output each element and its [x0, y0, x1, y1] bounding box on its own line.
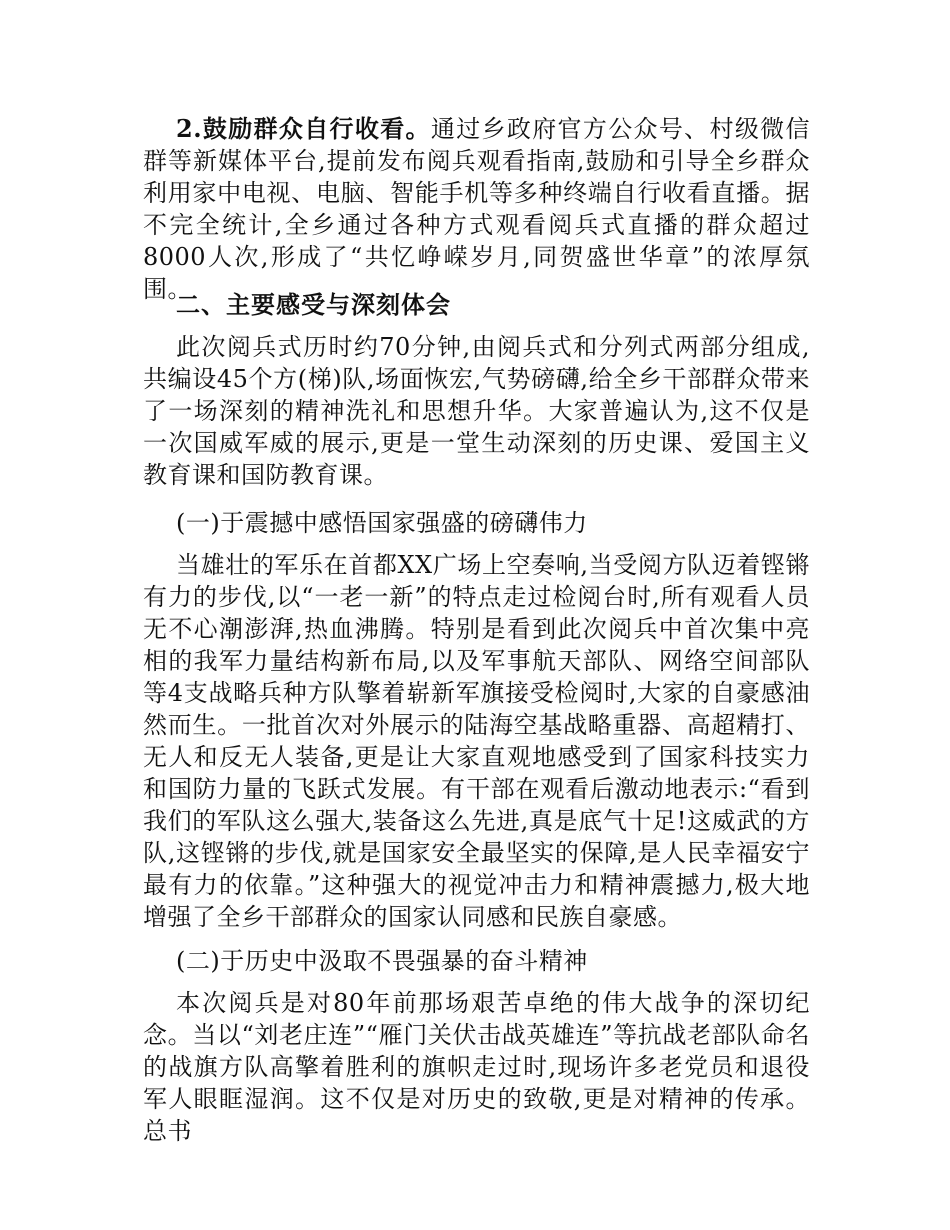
paragraph-parade-overview: 此次阅兵式历时约70分钟,由阅兵式和分列式两部分组成,共编设45个方(梯)队,场面恢宏,气势磅礴,给全乡干部群众带来了一场深刻的精神洗礼和思想升华。大家普遍认为,这不仅是一次国威军威的展示,更是一堂生动深刻的历史课、爱国主义教育课和国防教育课。 [143, 333, 810, 489]
paragraph-text: 通过乡政府官方公众号、村级微信群等新媒体平台,提前发布阅兵观看指南,鼓励和引导全乡群众利用家中电视、电脑、智能手机等多种终端自行收看直播。据不完全统计,全乡通过各种方式观看阅兵式直播的群众超过8000人次,形成了“共忆峥嵘岁月,同贺盛世华章”的浓厚氛围。 [143, 115, 811, 303]
subheading-national-strength: (一)于震撼中感悟国家强盛的磅礴伟力 [176, 509, 588, 537]
paragraph-fighting-spirit: 本次阅兵是对80年前那场艰苦卓绝的伟大战争的深切纪念。当以“刘老庄连”“雁门关伏击战英雄连”等抗战老部队命名的战旗方队高擎着胜利的旗帜走过时,现场许多老党员和退役军人眼眶湿润。这不仅是对历史的致敬,更是对精神的传承。总书 [143, 989, 810, 1145]
paragraph-national-strength: 当雄壮的军乐在首都XX广场上空奏响,当受阅方队迈着铿锵有力的步伐,以“一老一新”的特点走过检阅台时,所有观看人员无不心潮澎湃,热血沸腾。特别是看到此次阅兵中首次集中亮相的我军力量结构新布局,以及军事航天部队、网络空间部队等4支战略兵种方队擎着崭新军旗接受检阅时,大家的自豪感油然而生。一批首次对外展示的陆海空基战略重器、高超精打、无人和反无人装备,更是让大家直观地感受到了国家科技实力和国防力量的飞跃式发展。有干部在观看后激动地表示:“看到我们的军队这么强大,装备这么先进,真是底气十足!这威武的方队,这铿锵的步伐,就是国家安全最坚实的保障,是人民幸福安宁最有力的依靠。”这种强大的视觉冲击力和精神震撼力,极大地增强了全乡干部群众的国家认同感和民族自豪感。 [143, 551, 810, 931]
section-heading-main-feelings: 二、主要感受与深刻体会 [176, 291, 451, 319]
paragraph-encourage-self-viewing [143, 113, 810, 305]
paragraph-lead-bold: 2.鼓励群众自行收看。 [176, 114, 431, 143]
subheading-fighting-spirit: (二)于历史中汲取不畏强暴的奋斗精神 [176, 947, 588, 975]
